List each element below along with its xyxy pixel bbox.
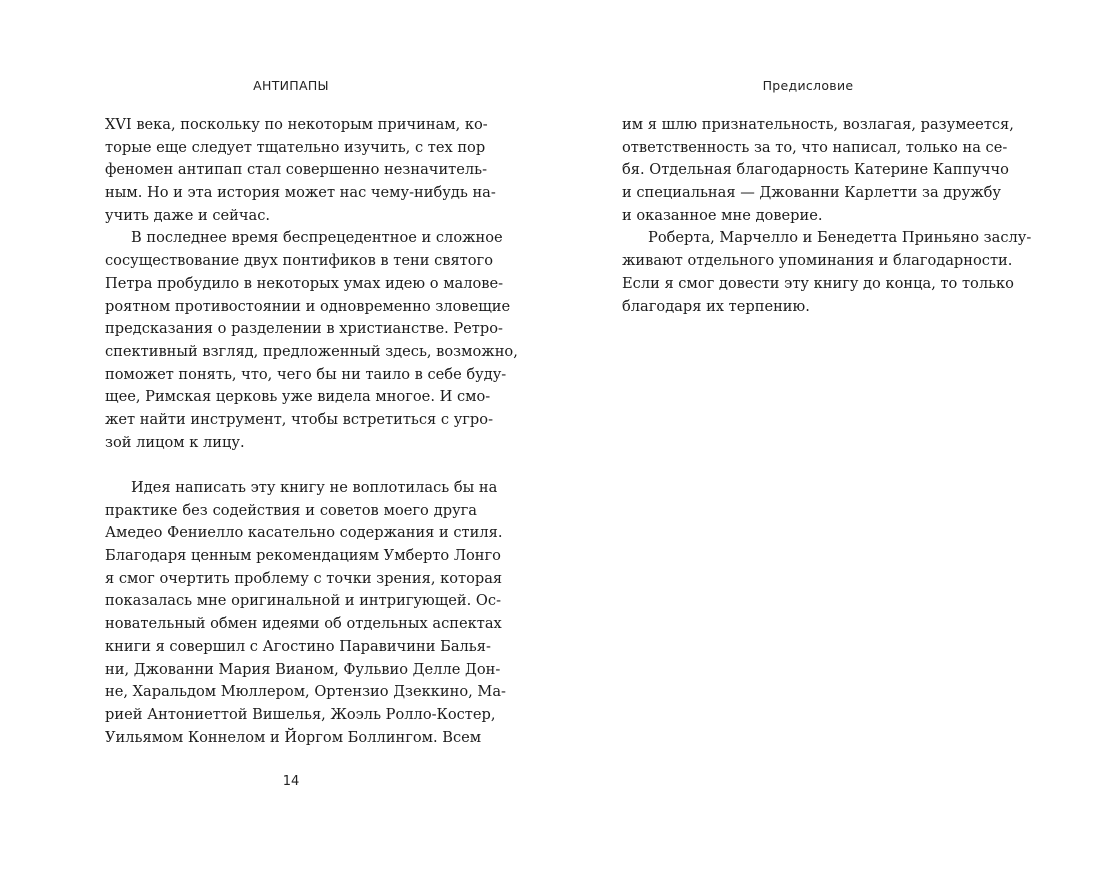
paragraph <box>622 114 1014 227</box>
text-line: предсказания о разделении в христианстве. Ретро- <box>105 320 503 338</box>
text-line: и оказанное мне доверие. <box>622 206 823 224</box>
text-line: Если я смог довести эту книгу до конца, то только <box>622 274 1014 292</box>
page-body-text <box>105 114 518 749</box>
text-line: сосуществование двух понтификов в тени святого <box>105 252 493 270</box>
text-line: Уильямом Коннелом и Йоргом Боллингом. Всем <box>105 728 482 746</box>
text-line: благодаря их терпению. <box>622 297 810 315</box>
text-line: не, Харальдом Мюллером, Ортензио Дзеккино, Ма- <box>105 683 506 701</box>
text-line: жет найти инструмент, чтобы встретиться с угро- <box>105 410 493 428</box>
text-line: учить даже и сейчас. <box>105 206 271 224</box>
text-line: ни, Джованни Мария Вианом, Фульвио Делле Дон- <box>105 660 501 678</box>
text-line: живают отдельного упоминания и благодарности. <box>622 252 1013 270</box>
paragraph-gap <box>105 454 477 477</box>
running-head: Предисловие <box>762 78 854 93</box>
text-line: Роберта, Марчелло и Бенедетта Приньяно заслу- <box>648 229 1032 247</box>
text-line: Петра пробудило в некоторых умах идею о малове- <box>105 274 504 292</box>
paragraph <box>105 227 518 454</box>
paragraph <box>622 227 1032 318</box>
text-line: бя. Отдельная благодарность Катерине Каппуччо <box>622 161 1009 179</box>
page-number: 14 <box>282 774 300 789</box>
text-line: я смог очертить проблему с точки зрения, которая <box>105 569 503 587</box>
text-line: роятном противостоянии и одновременно зловещие <box>105 297 511 315</box>
text-line: поможет понять, что, чего бы ни таило в себе буду- <box>105 365 507 383</box>
paragraph <box>105 114 496 227</box>
text-line: В последнее время беспрецедентное и сложное <box>131 229 503 247</box>
text-line: ответственность за то, что написал, только на се- <box>622 138 1008 156</box>
text-line: и специальная — Джованни Карлетти за дружбу <box>622 184 1002 202</box>
running-head: АНТИПАПЫ <box>253 78 329 93</box>
page-body-text <box>622 114 1032 318</box>
text-line: Благодаря ценным рекомендациям Умберто Лонго <box>105 547 501 565</box>
text-line: новательный обмен идеями об отдельных аспектах <box>105 615 502 633</box>
text-line: спективный взгляд, предложенный здесь, возможно, <box>105 342 518 360</box>
text-line: торые еще следует тщательно изучить, с тех пор <box>105 138 486 156</box>
text-line: феномен антипап стал совершенно незначитель- <box>105 161 488 179</box>
text-line: зой лицом к лицу. <box>105 433 245 451</box>
text-line: щее, Римская церковь уже видела многое. И смо- <box>105 388 491 406</box>
text-line: показалась мне оригинальной и интригующей. Ос- <box>105 592 502 610</box>
text-line: ным. Но и эта история может нас чему-нибудь на- <box>105 184 496 202</box>
text-line: Амедео Фениелло касательно содержания и стиля. <box>105 524 503 542</box>
text-line: им я шлю признательность, возлагая, разумеется, <box>622 116 1014 133</box>
text-line: книги я совершил с Агостино Паравичини Балья- <box>105 637 491 655</box>
text-line: Идея написать эту книгу не воплотилась бы на <box>131 479 498 496</box>
text-line: рией Антониеттой Вишелья, Жоэль Ролло-Костер, <box>105 705 496 723</box>
paragraph <box>105 477 506 749</box>
text-line: XVI века, поскольку по некоторым причинам, ко- <box>105 116 488 133</box>
text-line: практике без содействия и советов моего друга <box>105 501 477 519</box>
